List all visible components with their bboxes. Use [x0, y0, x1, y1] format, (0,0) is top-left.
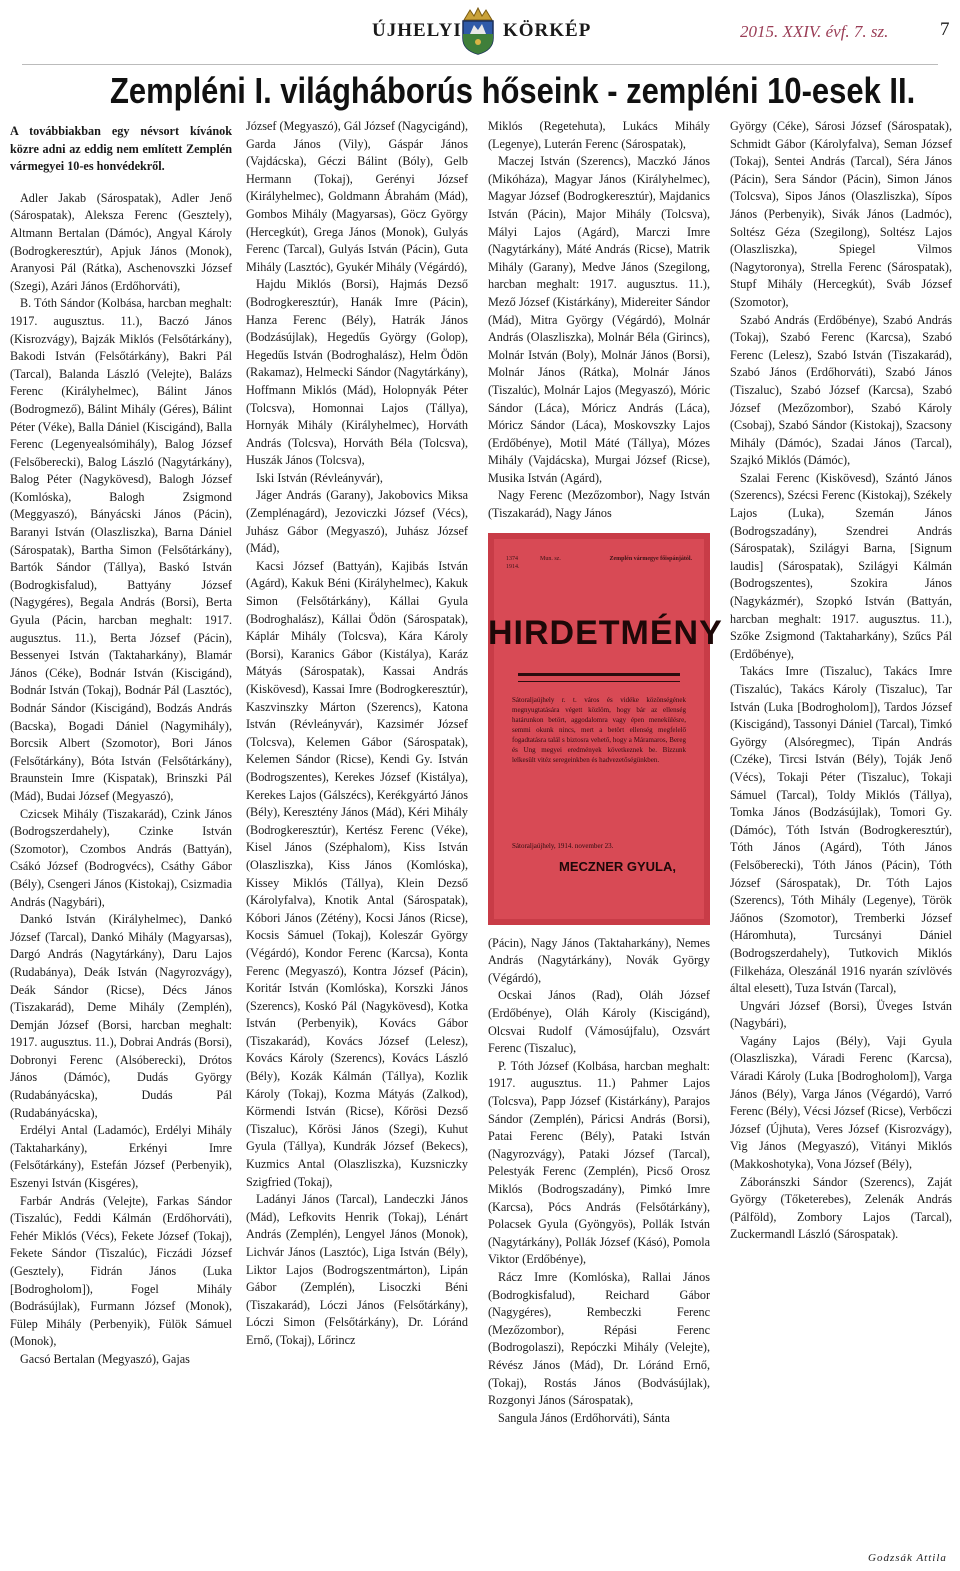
text-column-4	[730, 118, 952, 1244]
article-title: Zempléni I. világháborús hőseink - zempléni 10-esek II.	[110, 70, 916, 111]
paragraph-f: Farbár András (Velejte), Farkas Sándor (Tiszalúc), Feddi Kálmán (Erdőhorváti), Fehér Miklós (Vécs), Fekete József (Tokaj), Fekete Sándor (Tiszalúc), Ficzádi József (Gesztely), Fidrán János (Luka [Bodrogholom]), Fogel Mihály (Bodrásújlak), Furmann József (Monok), Fülep Mihály (Perbenyik), Fülök Sámuel (Monok),	[10, 1193, 232, 1349]
paragraph-a: Adler Jakab (Sárospatak), Adler Jenő (Sárospatak), Aleksza Ferenc (Gesztely), Altmann Bertalan (Dámóc), Angyal Károly (Bodrogkeresztúr), Apjuk János (Monok), Aranyosi Pál (Rátka), Aschenovszki József (Szegi), Azári János (Erdőhorváti),	[10, 190, 232, 293]
text-column-2	[246, 118, 468, 1350]
poster-year: 1914.	[506, 563, 520, 570]
paragraph-m: Maczej István (Szerencs), Maczkó János (Mikóháza), Magyar János (Királyhelmec), Magyar József (Bodrogkeresztúr), Majdanics István (Pácin), Major Mihály (Tolcsva), Mályi Lajos (Agárd), Marczi Imre (Nagytárkány), Máté András (Ricse), Matrik Mihály (Garany), Medve János (Szegilong, harcban meghalt: 1917. augusztus. 11.), Mező József (Kistárkány), Midereiter Sándor (Mád), Mitra György (Végárdó), Molnár András (Olaszliszka), Molnár Béla (Girincs), Molnár István (Boly), Molnár János (Borsi), Molnár János (Rátka), Molnár János (Tiszalúc), Molnár Lajos (Megyaszó), Móric Sándor (Láca), Móricz András (Láca), Móricz Sándor (Láca), Moskovszky Lajos (Erdőbénye), Motil Máté (Tállya), Mózes Mihály (Vajdácska), Murgai József (Ricse), Musika István (Agárd),	[488, 154, 710, 485]
paragraph-v: Vagány Lajos (Bély), Vaji Gyula (Olaszliszka), Váradi Ferenc (Karcsa), Váradi Károly (Luka [Bodrogholom]), Varga János (Bély), Varga János (Végardó), Varró Ferenc (Bély), Vécsi József (Ricse), Verbőczi József (Újhuta), Veres József (Kisrozvágy), Vig János (Megyaszó), Vitányi Miklós (Makkoshotyka), Vona József (Bély),	[730, 1033, 952, 1172]
page-number: 7	[940, 19, 950, 40]
coat-of-arms-icon	[458, 4, 498, 56]
poster-signature: MECZNER GYULA,	[559, 858, 676, 874]
paragraph-b: B. Tóth Sándor (Kolbása, harcban meghalt: 1917. augusztus. 11.), Baczó János (Kisrozvágy), Bajzák Miklós (Felsőtárkány), Bakodi István (Felsőtárkány), Bakri Pál (Tarcal), Balanda László (Velejte), Balázs Ferenc (Királyhelmec), Bálint János (Bodrogmező), Bálint Mihály (Géres), Bálint Péter (Véke), Balla Dániel (Kiscigánd), Balla Ferenc (Legenyealsómihály), Balog József (Felsőberecki), Balog László (Nagytárkány), Balog Péter (Nagykövesd), Balogh József (Komlóska), Balogh Zsigmond (Meggyaszó), Bányácski János (Pácin), Baranyi István (Olaszliszka), Barna Dániel (Sárospatak), Bartha Simon (Felsőtárkány), Bartók Sándor (Tállya), Baskó István (Bodrogkisfalud), Battyány József (Nagygéres), Begala András (Borsi), Berta Gyula (Pácin, harcban meghalt: 1917. augusztus. 11.), Berta József (Pácin), Bessenyei István (Taktaharkány), Blamár János (Céke), Bodnár István (Kiscigánd), Bodnár István (Tokaj), Bodnár Pál (Lasztóc), Bodnár Sándor (Kiscigánd), Bodzás András (Bacska), Bogadi Dániel (Nagymihály), Borcsik Albert (Szomotor), Bori János (Felsőtárkány), Bóta István (Felsőtárkány), Braunstein Imre (Kispatak), Brinszki Pál (Mád), Budai József (Megyaszó),	[10, 296, 232, 803]
paragraph-n-cont: (Pácin), Nagy János (Taktaharkány), Nemes András (Nagytárkány), Novák György (Végárdó),	[488, 935, 710, 985]
poster-mun-label: Mun. sz.	[540, 555, 561, 562]
poster-body: Sátoraljaújhely r. t. város és vidéke közönségének megnyugtatására végett közlöm, hogy bár az ellenség határunkon betört, aggodalomra vagy épen menekülésre, semmi okunk nincs, mert a betört ellenség megfelelő fogadtatásra talál s biztosra vehető, hogy a Máramaros, Bereg és Ung megyei eredmények következnek be. Bízzunk lelkesült vitéz seregeinkben és hadvezetőségünkben.	[512, 695, 686, 764]
issue-number: 2015. XXIV. évf. 7. sz.	[740, 22, 889, 41]
paragraph-s-cont: György (Céke), Sárosi József (Sárospatak), Schmidt Gábor (Károlyfalva), Seman József (Tokaj), Sentei András (Tarcal), Séra János (Pácin), Sera Sándor (Pácin), Simon János (Tolcsva), Sipos János (Olaszliszka), Sípos János (Perbenyik), Sivák János (Ladmóc), Soltész Géza (Szegilong), Soltész Lajos (Olaszliszka), Spiegel Vilmos (Nagytoronya), Strella Ferenc (Sárospatak), Stupf Mihály (Hercegkút), Sváb József (Szomotor),	[730, 119, 952, 309]
text-column-3	[488, 118, 723, 1427]
text-column-1	[10, 123, 232, 1369]
paragraph-j: Jáger András (Garany), Jakobovics Miksa (Zemplénagárd), Jezoviczki József (Vécs), Juhász Gábor (Megyaszó), Juhász József (Mád),	[246, 488, 468, 556]
paragraph-s: Sangula János (Erdőhorváti), Sánta	[498, 1410, 670, 1425]
page-header	[0, 0, 960, 62]
paragraph-n: Nagy Ferenc (Mezőzombor), Nagy István (Tiszakarád), Nagy János	[488, 488, 710, 521]
paragraph-r: Rácz Imre (Komlóska), Rallai János (Bodrogkisfalud), Reichard Gábor (Nagygéres), Rembeczki Ferenc (Mezőzombor), Répási Ferenc (Bodrogolaszi), Repóczki Mihály (Velejte), Révész János (Mád), Dr. Lóránd Ernő, (Tokaj), Rostás János (Bodvásújlak), Rozgonyi János (Sárospatak),	[488, 1269, 710, 1408]
publication-name-left: ÚJHELYI	[372, 20, 462, 41]
paragraph-sz: Szabó András (Erdőbénye), Szabó András (Tokaj), Szabó Ferenc (Karcsa), Szabó Ferenc (Lelesz), Szabó István (Tiszakarád), Szabó János (Erdőhorváti), Szabó János (Tiszaluc), Szabó József (Karcsa), Szabó József (Mezőzombor), Szabó Károly (Csobaj), Szabó Sándor (Kistokaj), Szacsony Mihály (Dámóc), Szadai János (Tarcal), Szajkó Miklós (Dámóc),	[730, 312, 952, 468]
paragraph-g-cont: József (Megyaszó), Gál József (Nagycigánd), Garda János (Vily), Gáspár János (Vajdácska), Géczi Bálint (Bóly), Gelb Hermann (Tokaj), Gerényi József (Királyhelmec), Goldmann Ábrahám (Mád), Gombos Mihály (Magyarsas), Göcz György (Hercegkút), Grega János (Monok), Gulyás Ferenc (Tarcal), Gulyás István (Pácin), Guta Mihály (Lasztóc), Gyukér Mihály (Végárdó),	[246, 119, 468, 274]
paragraph-e: Erdélyi Antal (Ladamóc), Erdélyi Mihály (Taktaharkány), Erkényi Imre (Felsőtárkány), Estefán József (Perbenyik), Eszenyi István (Kisgéres),	[10, 1123, 232, 1191]
paragraph-h: Hajdu Miklós (Borsi), Hajmás Dezső (Bodrogkeresztúr), Hanák Imre (Pácin), Hanza Ferenc (Bély), Hatrák János (Bodzásújlak), Hegedűs György (Golop), Hegedűs István (Bodroghalász), Helm Ödön (Rakamaz), Helmecki Sándor (Nagytárkány), Hoffmann Miklós (Mád), Holopnyák Péter (Tolcsva), Homonnai Lajos (Tállya), Hornyák Mihály (Királyhelmec), Horváth András (Tolcsva), Horváth Béla (Tolcsva), Huszák János (Tolcsva),	[246, 277, 468, 468]
paragraph-o: Ocskai János (Rad), Oláh József (Erdőbénye), Oláh Károly (Kiscigánd), Olcsvai Rudolf (Vámosújfalu), Ozsvárt Ferenc (Tiszaluc),	[488, 988, 710, 1056]
paragraph-l-cont: Miklós (Regetehuta), Lukács Mihály (Legenye), Luterán Ferenc (Sárospatak),	[488, 119, 710, 151]
paragraph-c: Czicsek Mihály (Tiszakarád), Czink János (Bodrogszerdahely), Czinke István (Szomotor), Czombos András (Battyán), Csákó József (Bodrogvécs), Csáthy Gábor (Bély), Csengeri János (Kistokaj), Csizmadia András (Nagybári),	[10, 806, 232, 909]
paragraph-d: Dankó István (Királyhelmec), Dankó József (Tarcal), Dankó Mihály (Magyarsas), Dargó András (Nagytárkány), Daru Lajos (Rudabánya), Deák István (Nagyrozvágy), Deák Sándor (Ricse), Décs János (Tiszakarád), Deme Mihály (Zemplén), Demján József (Borsi, harcban meghalt: 1917. augusztus. 11.), Dobrai András (Borsi), Dobronyi Ferenc (Alsóberecki), Drótos János (Dámóc), Dudás György (Rudabányácska), Dudás Pál (Rudabányácska),	[10, 912, 232, 1120]
poster-ref-number: 1374	[506, 555, 518, 562]
paragraph-p: P. Tóth József (Kolbása, harcban meghalt: 1917. augusztus. 11.) Pahmer Lajos (Tolcsva), Papp József (Kistárkány), Parajos Sándor (Zemplén), Páricsi András (Borsi), Patai Ferenc (Bély), Pataki István (Nagyrozvágy), Pataki József (Tarcal), Pelestyák Ferenc (Zemplén), Picső Orosz Miklós (Bodrogszadány), Pimkó Imre (Karcsa), Pócs András (Felsőtárkány), Polacsek Gyula (Gyöngyös), Pollák István (Nagytárkány), Pollák József (Kásó), Pomola Viktor (Erdőbénye),	[488, 1058, 710, 1267]
poster-rule-top	[518, 673, 680, 676]
poster-header	[506, 551, 692, 575]
poster-title: HIRDETMÉNY	[488, 613, 723, 652]
hirdetmeny-poster-image	[488, 533, 723, 925]
paragraph-z: Záboránszki Sándor (Szerencs), Zaját György (Tőketerebes), Zelenák András (Pálföld), Zombory Lajos (Tarcal), Zuckermandl László (Sárospatak).	[730, 1174, 952, 1242]
paragraph-i: Iski István (Révleányvár),	[256, 470, 383, 485]
poster-issuer: Zemplén vármegye főispánjától.	[609, 555, 692, 562]
paragraph-l: Ladányi János (Tarcal), Landeczki János (Mád), Lefkovits Henrik (Tokaj), Lénárt András (Zemplén), Lengyel János (Monok), Lichvár János (Lasztóc), Liga István (Bély), Liktor Lajos (Bodrogszentmárton), Lipán Gábor (Zemplén), Lisoczki Béni (Tiszakarád), Lóczi János (Felsőtárkány), Lóczi Simon (Felsőtárkány), Dr. Lóránd Ernő, (Tokaj), Lőrincz	[246, 1192, 468, 1347]
intro-paragraph: A továbbiakban egy névsort kívánok közre adni az eddig nem említett Zemplén vármegyei 10-es honvédekről.	[10, 124, 232, 174]
paragraph-k: Kacsi József (Battyán), Kajibás István (Agárd), Kakuk Béni (Királyhelmec), Kakuk Simon (Felsőtárkány), Kállai Gyula (Bodroghalász), Kállai Ödön (Sárospatak), Káplár Mihály (Tolcsva), Kára Károly (Borsi), Karanics Gábor (Kistálya), Karáz Mátyás (Sárospatak), Kassai András (Kiskövesd), Kassai Imre (Bodrogkeresztúr), Kaszvinszky Márton (Szerencs), Katona István (Révleányvár), Kazsimér József (Tolcsva), Kelemen Gábor (Sárospatak), Kelemen Sándor (Ricse), Kendi Gy. István (Bodrogszentes), Kerekes József (Kistálya), Kerekes Lajos (Gálszécs), Kerékgyártó János (Bély), Keresztény János (Mád), Kéri Mihály (Bodrogkeresztúr), Kertész Ferenc (Véke), Kisel János (Széphalom), Kiss István (Olaszliszka), Kiss János (Komlóska), Kissey Miklós (Tállya), Klein Dezső (Károlyfalva), Knotik Antal (Sárospatak), Kóbori János (Zétény), Kocsi János (Ricse), Kocsis Sámuel (Tokaj), Koleszár György (Végárdó), Kondor Ferenc (Karcsa), Konta Ferenc (Megyaszó), Kontra József (Pácin), Koritár István (Komlóska), Korszki János (Szerencs), Koskó Pál (Nagykövesd), Kotka István (Perbenyik), Kovács Gábor (Tiszakarád), Kovács József (Lelesz), Kovács Károly (Szerencs), Kovács László (Bély), Kozák Kálmán (Tállya), Kozlik Károly (Tokaj), Kozma Mátyás (Zalkod), Körmendi István (Ricse), Kőrösi Dezső (Tiszaluc), Kőrösi János (Szegi), Kuhut Gyula (Tállya), Kundrák József (Bekecs), Kuzmics Antal (Olaszliszka), Kuzsniczky Szigfried (Tokaj),	[246, 558, 468, 1189]
paragraph-g: Gacsó Bertalan (Megyaszó), Gajas	[20, 1351, 190, 1366]
paragraph-u: Ungvári József (Borsi), Üveges István (Nagybári),	[730, 998, 952, 1031]
author-signature: Godzsák Attila	[868, 1552, 947, 1564]
paragraph-sz2: Szalai Ferenc (Kiskövesd), Szántó János (Szerencs), Szécsi Ferenc (Kistokaj), Székely Lajos (Luka), Szemán János (Bodrogszadány), Szendrei András (Sárospatak), Szilágyi Barna, [Signum laudis] (Sárospatak), Szilágyi Kálmán (Bodrogszentes), Szokira János (Nagykázmér), Szopkó István (Battyán, harcban meghalt: 1917. augusztus. 11.), Szőke Zsigmond (Taktaharkány), Szűcs Pál (Erdőbénye),	[730, 470, 952, 661]
poster-rule-thin	[518, 681, 680, 682]
paragraph-t: Takács Imre (Tiszaluc), Takács Imre (Tiszalúc), Takács Károly (Tiszaluc), Tar István (Luka [Bodrogholom]), Tardos József (Kiscigánd), Tassonyi Dániel (Tarcal), Timkó György (Alsóregmec), Tipán András (Czéke), Tircsi István (Bély), Toják Jenő (Vécs), Tokaji Péter (Tiszaluc), Tokaji Sámuel (Tarcal), Toldy Miklós (Tállya), Tomka János (Bodzásújlak), Tomori Gy. (Dámóc), Tóth István (Bodrogkeresztúr), Tóth János (Agárd), Tóth János (Felsőberecki), Tóth János (Pácin), Tóth József (Sárospatak), Dr. Tóth Lajos (Szerencs), Tóth Mihály (Legenye), Török Jáőnos (Szomotor), Tremberki József (Háromhuta), Turcsányi Dániel (Bodrogszerdahely), Tutkovich Miklós (Filkeháza, Oleszánál 1916 nyarán szívlövés által elesett), Tuza István (Tarcal),	[730, 664, 952, 996]
header-rule	[22, 64, 938, 65]
poster-date: Sátoraljaújhely, 1914. november 23.	[512, 841, 614, 850]
publication-name-right: KÖRKÉP	[503, 20, 592, 41]
